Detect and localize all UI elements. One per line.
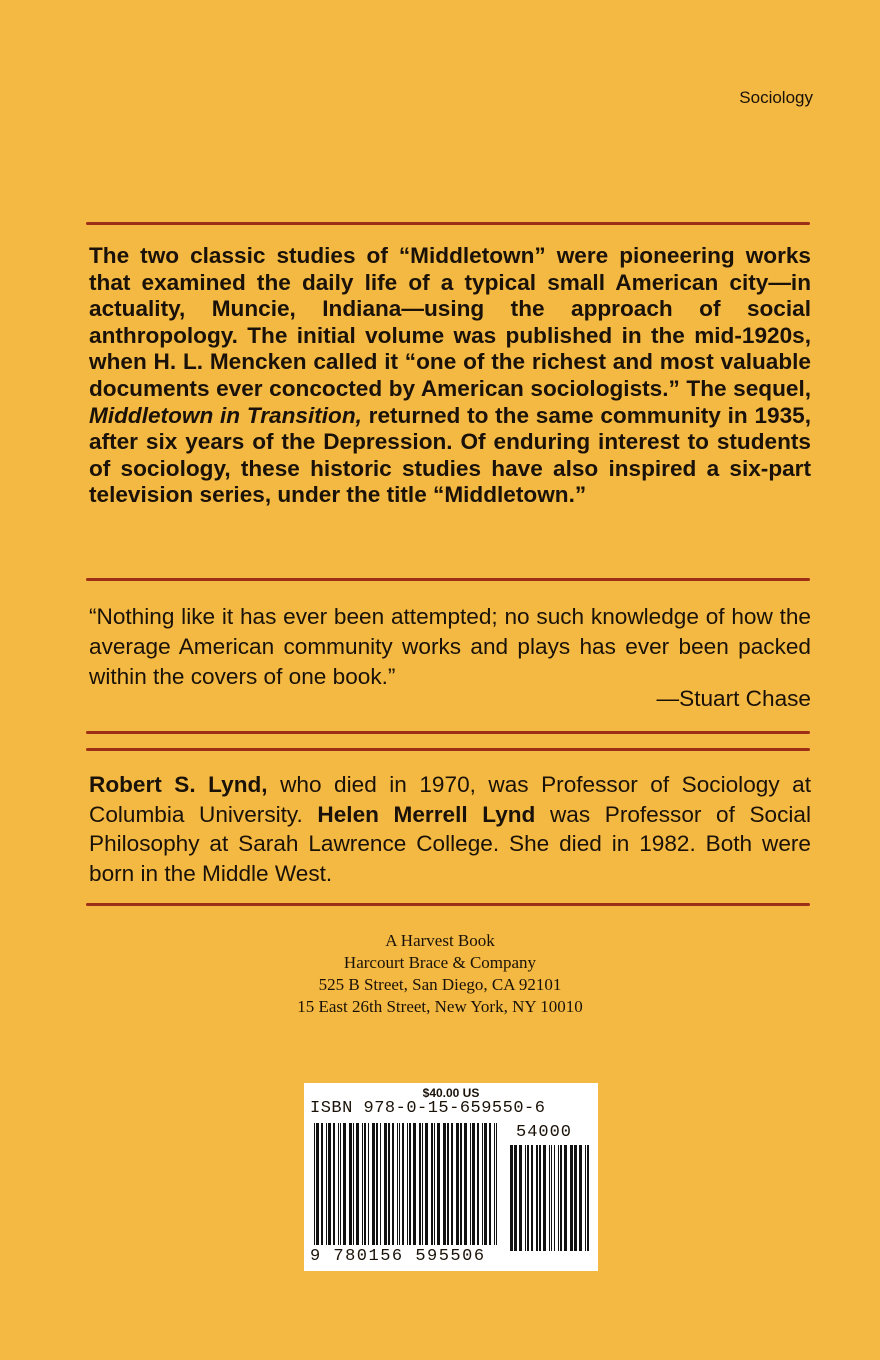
- sequel-title: Middletown in Transition,: [89, 402, 362, 428]
- barcode-bar: [451, 1123, 453, 1245]
- barcode-bar: [482, 1123, 483, 1245]
- publisher-address-2: 15 East 26th Street, New York, NY 10010: [297, 997, 583, 1016]
- imprint-name: A Harvest Book: [385, 931, 495, 950]
- barcode-bar: [510, 1145, 513, 1251]
- barcode-bar: [489, 1123, 491, 1245]
- barcode-bar: [574, 1145, 577, 1251]
- quote-attribution: —Stuart Chase: [656, 686, 811, 711]
- barcode-bar: [413, 1123, 416, 1245]
- barcode-bar: [368, 1123, 369, 1245]
- bio-text-1: who died in 1970, was Professor of Sociology at Columbia University.: [89, 772, 811, 827]
- barcode-bar: [356, 1123, 359, 1245]
- barcode-bar: [579, 1145, 582, 1251]
- barcode-bar: [372, 1123, 375, 1245]
- isbn-text: ISBN 978-0-15-659550-6: [310, 1099, 546, 1118]
- barcode-bar: [472, 1123, 475, 1245]
- barcode-bar: [543, 1145, 546, 1251]
- barcode-bar: [338, 1123, 339, 1245]
- barcode-bar: [419, 1123, 421, 1245]
- ean-barcode: [314, 1123, 497, 1245]
- publisher-name: Harcourt Brace & Company: [343, 953, 537, 972]
- barcode-bar: [549, 1145, 550, 1251]
- barcode-bar: [343, 1123, 346, 1245]
- barcode-bar: [560, 1145, 562, 1251]
- barcode-bar: [407, 1123, 408, 1245]
- divider-rule: [86, 731, 810, 734]
- review-quote: “Nothing like it has ever been attempted; no such knowledge of how the average American community works and plays has ever been packed within the covers of one book.”: [89, 604, 811, 689]
- barcode-bar: [431, 1123, 433, 1245]
- divider-rule: [86, 578, 810, 581]
- barcode-bars: [304, 1083, 598, 1271]
- barcode-bar: [392, 1123, 394, 1245]
- description-text-2: returned to the same community in 1935, after six years of the Depression. Of enduring interest to students of sociology, these historic studies have also inspired a six-part television series, under the title “Middletown.”: [89, 402, 811, 508]
- barcode-bar: [585, 1145, 586, 1251]
- barcode-bar: [514, 1145, 517, 1251]
- publisher-address-1: 525 B Street, San Diego, CA 92101: [318, 975, 562, 994]
- price-label: $40.00 US: [422, 1086, 480, 1100]
- barcode-bar: [527, 1145, 529, 1251]
- barcode-bar: [484, 1123, 487, 1245]
- author-bio: [89, 770, 811, 888]
- barcode-bar: [496, 1123, 497, 1245]
- barcode-bar: [531, 1145, 533, 1251]
- barcode-bar: [564, 1145, 567, 1251]
- ean-digits: 9 780156 595506: [310, 1247, 486, 1266]
- barcode-bar: [409, 1123, 411, 1245]
- publisher-block: [0, 930, 880, 1018]
- barcode-bar: [470, 1123, 471, 1245]
- barcode-label: [304, 1083, 598, 1271]
- barcode-bar: [554, 1145, 555, 1251]
- barcode-bar: [425, 1123, 428, 1245]
- barcode-bar: [328, 1123, 331, 1245]
- barcode-bar: [340, 1123, 341, 1245]
- barcode-bar: [316, 1123, 319, 1245]
- author-name-helen: Helen Merrell Lynd: [317, 801, 536, 827]
- barcode-bar: [376, 1123, 378, 1245]
- book-description: [89, 243, 811, 509]
- barcode-bar: [364, 1123, 366, 1245]
- barcode-bar: [422, 1123, 423, 1245]
- barcode-bar: [519, 1145, 522, 1251]
- barcode-bar: [362, 1123, 363, 1245]
- author-name-robert: Robert S. Lynd,: [89, 772, 268, 797]
- barcode-bar: [587, 1145, 589, 1251]
- barcode-bar: [314, 1123, 315, 1245]
- barcode-bar: [388, 1123, 390, 1245]
- barcode-bar: [402, 1123, 404, 1245]
- barcode-bar: [525, 1145, 526, 1251]
- barcode-bar: [321, 1123, 323, 1245]
- barcode-bar: [380, 1123, 381, 1245]
- barcode-bar: [477, 1123, 479, 1245]
- barcode-bar: [464, 1123, 467, 1245]
- addon-barcode: [510, 1145, 589, 1251]
- barcode-bar: [326, 1123, 327, 1245]
- barcode-bar: [399, 1123, 400, 1245]
- bio-text-2: was Professor of Social Philosophy at Sarah Lawrence College. She died in 1982. Both were born in the Middle West.: [89, 801, 812, 886]
- barcode-bar: [494, 1123, 495, 1245]
- divider-rule: [86, 748, 810, 751]
- barcode-bar: [437, 1123, 440, 1245]
- barcode-bar: [558, 1145, 559, 1251]
- barcode-bar: [349, 1123, 352, 1245]
- description-text-1: The two classic studies of “Middletown” were pioneering works that examined the daily life of a typical small American city—in actuality, Muncie, Indiana—using the approach of social anthropology. The initial volume was published in the mid-1920s, when H. L. Mencken called it “one of the richest and most valuable documents ever concocted by American sociologists.” The sequel,: [89, 243, 811, 401]
- barcode-bar: [397, 1123, 398, 1245]
- barcode-bar: [536, 1145, 538, 1251]
- barcode-bar: [353, 1123, 354, 1245]
- barcode-bar: [384, 1123, 387, 1245]
- barcode-bar: [539, 1145, 541, 1251]
- category-label: Sociology: [739, 88, 813, 107]
- addon-digits: 54000: [516, 1123, 573, 1142]
- barcode-bar: [456, 1123, 459, 1245]
- barcode-bar: [447, 1123, 449, 1245]
- barcode-bar: [460, 1123, 462, 1245]
- barcode-bar: [443, 1123, 446, 1245]
- barcode-bar: [434, 1123, 435, 1245]
- barcode-bar: [333, 1123, 335, 1245]
- divider-rule: [86, 222, 810, 225]
- divider-rule: [86, 903, 810, 906]
- barcode-bar: [551, 1145, 552, 1251]
- barcode-bar: [570, 1145, 573, 1251]
